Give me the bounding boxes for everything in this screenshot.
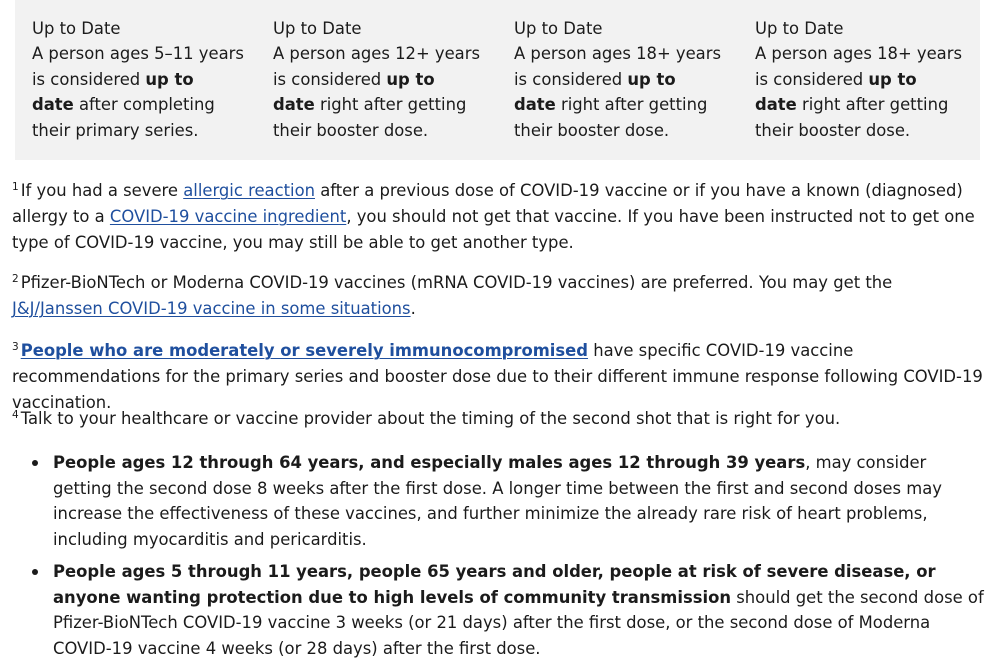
- status-card-emphasis: up to date: [32, 69, 194, 115]
- footnote-marker: 3: [12, 341, 19, 353]
- footnote-text: have specific COVID-19 vaccine recommendations for the primary series and booster dose due to their different immune response following COVID-19 vaccination.: [12, 341, 983, 412]
- status-card-rest: right after getting their booster dose.: [514, 95, 708, 140]
- footnote-marker: 2: [12, 273, 19, 285]
- bullet-icon: [32, 569, 38, 575]
- status-card-emphasis: up to date: [273, 69, 435, 115]
- status-card-title: Up to Date: [755, 19, 844, 38]
- status-card-rest: after completing their primary series.: [32, 95, 215, 140]
- status-card-ages-5-11: [32, 16, 262, 143]
- list-item-emphasis: People ages 5 through 11 years, people 65 years and older, people at risk of severe disease, or anyone wanting protection due to high levels of community transmission: [53, 562, 936, 607]
- footnote-text: If you had a severe: [20, 181, 184, 200]
- list-item-text: should get the second dose of Pfizer-BioNTech COVID-19 vaccine 3 weeks (or 21 days) after the first dose, or the second dose of Moderna COVID-19 vaccine 4 weeks (or 28 days) after the first dose.: [53, 587, 984, 658]
- status-card-rest: right after getting their booster dose.: [755, 95, 949, 140]
- list-item-text: , may consider getting the second dose 8 weeks after the first dose. A longer time between the first and second doses may increase the effectiveness of these vaccines, and further minimize the already rare risk of heart problems, including myocarditis and pericarditis.: [53, 453, 942, 549]
- status-card-title: Up to Date: [32, 19, 121, 38]
- allergic-reaction-link[interactable]: allergic reaction: [183, 181, 315, 200]
- status-card-body: [514, 41, 744, 143]
- status-card-title: Up to Date: [514, 19, 603, 38]
- status-card-ages-18-plus-a: [514, 16, 744, 143]
- list-item: [12, 450, 984, 552]
- status-card-ages-18-plus-b: [755, 16, 985, 143]
- footnote-text: , you should not get that vaccine. If you have been instructed not to get one type of COVID-19 vaccine, you may still be able to get another type.: [12, 207, 975, 252]
- list-item-emphasis: People ages 12 through 64 years, and especially males ages 12 through 39 years: [53, 453, 806, 472]
- status-card-emphasis: up to date: [514, 69, 676, 115]
- status-card-intro: A person ages 5–11 years is considered: [32, 44, 244, 89]
- status-card-rest: right after getting their booster dose.: [273, 95, 467, 140]
- status-card-body: [273, 41, 503, 143]
- immunocompromised-link[interactable]: People who are moderately or severely immunocompromised: [20, 341, 589, 360]
- second-dose-timing-list: [12, 450, 984, 661]
- footnote-2: [12, 270, 984, 322]
- footnote-text: after a previous dose of COVID-19 vaccine or if you have a known (diagnosed) allergy to a: [12, 181, 963, 226]
- vaccine-ingredient-link[interactable]: COVID-19 vaccine ingredient: [109, 207, 347, 226]
- footnote-1: [12, 178, 984, 256]
- bullet-icon: [32, 460, 38, 466]
- footnote-text: .: [410, 299, 416, 318]
- status-card-title: Up to Date: [273, 19, 362, 38]
- status-card-body: [32, 41, 262, 143]
- list-item: [12, 559, 984, 661]
- status-card-intro: A person ages 18+ years is considered: [514, 44, 722, 89]
- janssen-vaccine-link[interactable]: J&J/Janssen COVID-19 vaccine in some situations: [12, 299, 411, 318]
- status-card-intro: A person ages 12+ years is considered: [273, 44, 481, 89]
- footnote-4: [12, 406, 984, 432]
- footnote-3: [12, 338, 984, 416]
- status-card-ages-12-plus: [273, 16, 503, 143]
- up-to-date-status-table: [15, 0, 980, 160]
- status-card-body: [755, 41, 985, 143]
- footnote-marker: 1: [12, 181, 19, 193]
- footnote-marker: 4: [12, 409, 19, 421]
- footnote-text: Pfizer-BioNTech or Moderna COVID-19 vaccines (mRNA COVID-19 vaccines) are preferred. You may get the: [20, 273, 893, 292]
- status-card-emphasis: up to date: [755, 69, 917, 115]
- status-card-intro: A person ages 18+ years is considered: [755, 44, 963, 89]
- footnote-text: Talk to your healthcare or vaccine provider about the timing of the second shot that is right for you.: [20, 409, 841, 428]
